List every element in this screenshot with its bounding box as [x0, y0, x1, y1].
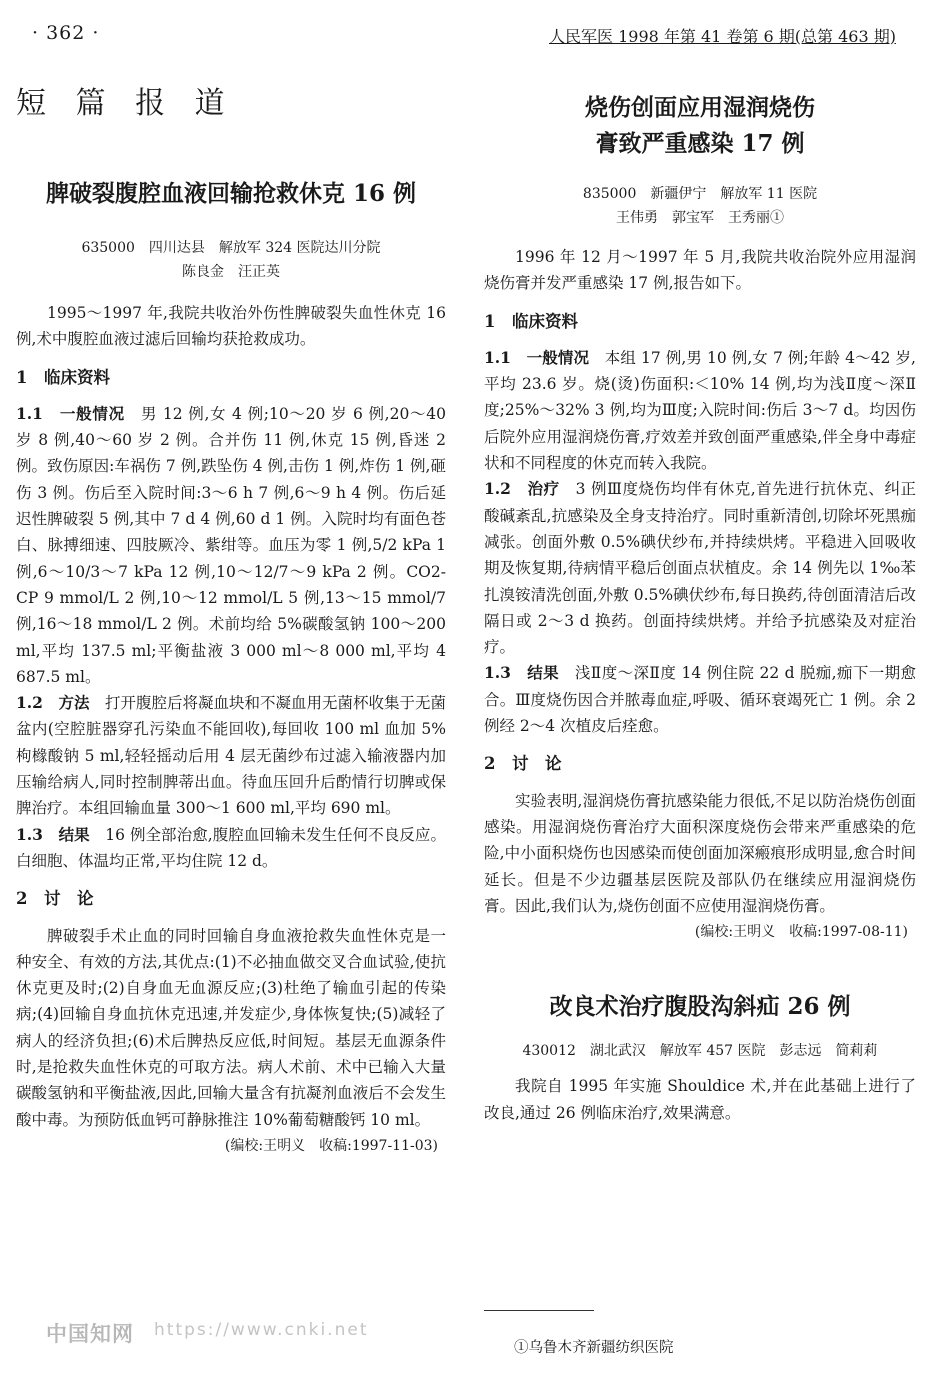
watermark-url: https://www.cnki.net [154, 1320, 369, 1340]
article-2-section-1-2 [484, 476, 916, 660]
footnote-divider [484, 1310, 594, 1311]
article-2-intro: 1996 年 12 月～1997 年 5 月,我院共收治院外应用湿润烧伤膏并发严重感染 17 例,报告如下。 [484, 248, 916, 293]
section-label: 1.1 一般情况 [484, 347, 590, 367]
section-text: 16 例全部治愈,腹腔血回输未发生任何不良反应。白细胞、体温均正常,平均住院 12 d。 [16, 825, 446, 870]
article-1-section-1-3 [16, 822, 446, 875]
article-1-intro: 1995～1997 年,我院共收治外伤性脾破裂失血性休克 16 例,术中腹腔血液过滤后回输均获抢救成功。 [16, 304, 446, 349]
article-3-title: 改良术治疗腹股沟斜疝 26 例 [549, 993, 851, 1021]
article-1-section-1-2 [16, 690, 446, 821]
section-title: 短 篇 报 道 [16, 86, 235, 121]
journal-header: 人民军医 1998 年第 41 卷第 6 期(总第 463 期) [549, 27, 896, 46]
watermark-logo: 中国知网 [46, 1322, 134, 1346]
article-1 [16, 176, 446, 1159]
section-text: 打开腹腔后将凝血块和不凝血用无菌杯收集于无菌盆内(空腔脏器穿孔污染血不能回收),每回收 100 ml 血加 5%枸橼酸钠 5 ml,轻轻摇动后用 4 层无菌纱布过滤入输液器内加压输给病人,同时控制脾蒂出血。待血压回升后酌情行切脾或保脾治疗。本组回输血量 300～1 600 ml,平均 690 ml。 [16, 694, 446, 818]
article-2-section-1-1 [484, 345, 916, 476]
article-1-discussion: 脾破裂手术止血的同时回输自身血液抢救失血性休克是一种安全、有效的方法,其优点:(1)不必抽血做交叉合血试验,使抗休克更及时;(2)自身血无血源反应;(3)杜绝了输血引起的传染病;(4)回输自身血抗休克迅速,并发症少,身体恢复快;(5)减轻了病人的经济负担;(6)术后脾热反应低,时间短。基层无血源条件时,是抢救失血性休克的可取方法。病人术前、术中已输入大量碳酸氢钠和平衡盐液,因此,回输大量含有抗凝剂血液后不会发生酸中毒。为预防低血钙可静脉推注 10%葡萄糖酸钙 10 ml。 [16, 926, 446, 1129]
article-2-title-line-1: 烧伤创面应用湿润烧伤 [585, 94, 815, 121]
article-1-title: 脾破裂腹腔血液回输抢救休克 16 例 [45, 180, 417, 207]
article-1-authors: 陈良金 汪正英 [182, 264, 280, 280]
article-1-editor-note: (编校:王明义 收稿:1997-11-03) [224, 1137, 438, 1154]
article-2-authors: 王伟勇 郭宝军 王秀丽① [616, 210, 784, 226]
article-1-heading-discussion: 2 讨 论 [16, 889, 94, 909]
section-text: 本组 17 例,男 10 例,女 7 例;年龄 4～42 岁,平均 23.6 岁。烧(烫)伤面积:＜10% 14 例,均为浅Ⅱ度～深Ⅱ度;25%～32% 3 例,均为Ⅲ度;入院时间:伤后 3～7 d。均因伤后院外应用湿润烧伤膏,疗效差并致创面严重感染,伴全身中毒症状和不同程度的休克而转入我院。 [484, 348, 916, 473]
article-1-affiliation: 635000 四川达县 解放军 324 医院达川分院 [81, 240, 381, 256]
section-label: 1.1 一般情况 [16, 403, 125, 423]
section-label: 1.3 结果 [16, 824, 90, 844]
page-number: · 362 · [32, 22, 100, 44]
article-2-discussion: 实验表明,湿润烧伤膏抗感染能力很低,不足以防治烧伤创面感染。用湿润烧伤膏治疗大面积深度烧伤会带来严重感染的危险,中小面积烧伤也因感染而使创面加深瘢痕形成明显,愈合时间延长。但是不少边疆基层医院及部队仍在继续应用湿润烧伤膏。因此,我们认为,烧伤创面不应使用湿润烧伤膏。 [484, 791, 916, 915]
footnote: ①乌鲁木齐新疆纺织医院 [514, 1340, 674, 1356]
article-3-affiliation: 430012 湖北武汉 解放军 457 医院 彭志远 简莉莉 [522, 1043, 878, 1060]
section-text: 3 例Ⅲ度烧伤均伴有休克,首先进行抗休克、纠正酸碱紊乱,抗感染及全身支持治疗。同时重新清创,切除坏死黑痂减张。创面外敷 0.5%碘伏纱布,并持续烘烤。平稳进入回吸收期及恢复期,待病情平稳后创面点状植皮。余 14 例先以 1‰苯扎溴铵清洗创面,外敷 0.5%碘伏纱布,每日换药,待创面清洁后改隔日或 2～3 d 换药。创面持续烘烤。并给予抗感染及对症治疗。 [484, 480, 917, 657]
article-2-affiliation: 835000 新疆伊宁 解放军 11 医院 [582, 186, 818, 202]
section-text: 浅Ⅱ度～深Ⅱ度 14 例住院 22 d 脱痂,痂下一期愈合。Ⅲ度烧伤因合并脓毒血症,呼吸、循环衰竭死亡 1 例。余 2 例经 2～4 次植皮后痊愈。 [484, 664, 916, 736]
section-label: 1.2 方法 [16, 693, 90, 713]
section-label: 1.3 结果 [484, 663, 560, 683]
article-3-intro: 我院自 1995 年实施 Shouldice 术,并在此基础上进行了改良,通过 26 例临床治疗,效果满意。 [484, 1077, 916, 1122]
article-1-section-1-1 [16, 401, 446, 690]
article-2-title-line-2: 膏致严重感染 17 例 [595, 130, 805, 157]
right-column [484, 90, 916, 1126]
article-2-heading-clinical: 1 临床资料 [484, 311, 578, 331]
article-1-heading-clinical: 1 临床资料 [16, 367, 110, 387]
article-2-heading-discussion: 2 讨 论 [484, 754, 562, 774]
article-2-section-1-3 [484, 660, 916, 739]
section-text: 男 12 例,女 4 例;10～20 岁 6 例,20～40 岁 8 例,40～60 岁 2 例。合并伤 11 例,休克 15 例,昏迷 2 例。致伤原因:车祸伤 7 例,跌坠伤 4 例,击伤 1 例,炸伤 1 例,砸伤 3 例。伤后至入院时间:3～6 h 7 例,6～9 h 4 例。伤后延迟性脾破裂 5 例,其中 7 d 4 例,60 d 1 例。入院时均有面色苍白、脉搏细速、四肢厥冷、紫绀等。血压为零 1 例,5/2 kPa 1 例,6～10/3～7 kPa 12 例,10～12/7～9 kPa 2 例。CO2-CP 9 mmol/L 2 例,10～12 mmol/L 5 例,13～15 mmol/7 例,16～18 mmol/L 2 例。术前均给 5%碳酸氢钠 100～200 ml,平均 137.5 ml;平衡盐液 3 000 ml～8 000 ml,平均 4 687.5 ml。 [16, 404, 447, 686]
section-label: 1.2 治疗 [484, 479, 560, 499]
article-2-editor-note: (编校:王明义 收稿:1997-08-11) [694, 924, 908, 941]
